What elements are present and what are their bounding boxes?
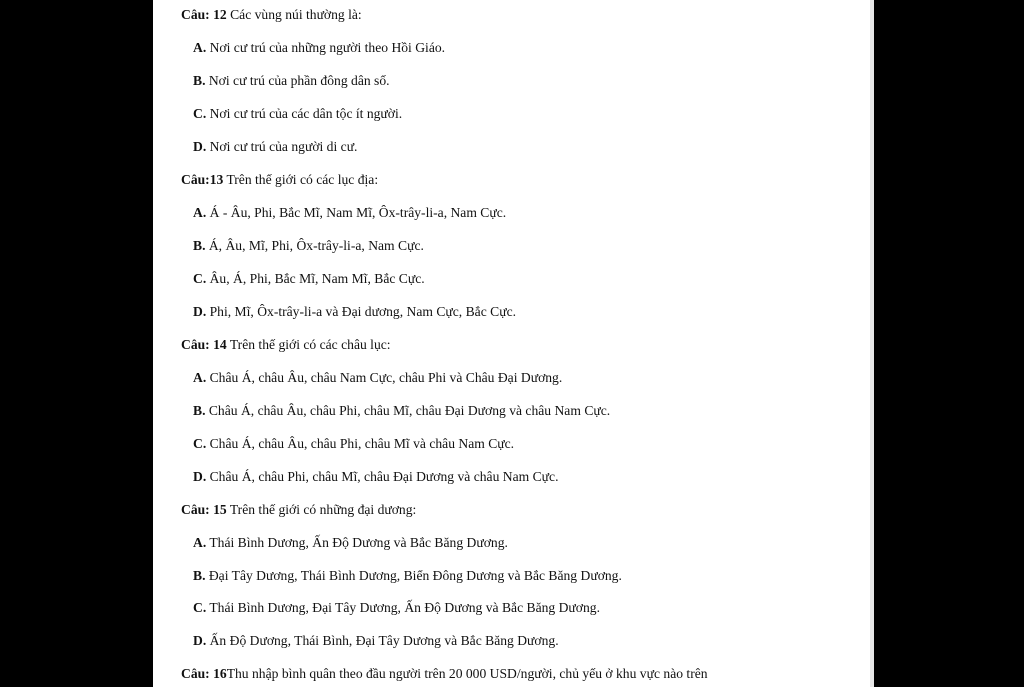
option-letter: A.	[193, 535, 207, 550]
question-12-option-d	[193, 139, 357, 155]
option-text: Ấn Độ Dương, Thái Bình, Đại Tây Dương và Bắc Băng Dương.	[206, 633, 559, 648]
option-text: Nơi cư trú của những người theo Hồi Giáo.	[206, 40, 446, 55]
option-text: Châu Á, châu Âu, châu Phi, châu Mĩ, châu Đại Dương và châu Nam Cực.	[205, 403, 611, 418]
option-letter: B.	[193, 73, 206, 88]
option-text: Thái Bình Dương, Đại Tây Dương, Ấn Độ Dương và Bắc Băng Dương.	[206, 600, 600, 615]
option-text: Nơi cư trú của các dân tộc ít người.	[206, 106, 403, 121]
document-page	[153, 0, 870, 687]
option-letter: B.	[193, 238, 206, 253]
question-12-option-a	[193, 40, 445, 56]
question-13-option-d	[193, 304, 516, 320]
option-text: Âu, Á, Phi, Bắc Mĩ, Nam Mĩ, Bắc Cực.	[206, 271, 425, 286]
question-13-option-a	[193, 205, 506, 221]
option-letter: D.	[193, 633, 207, 648]
page-edge	[870, 0, 874, 687]
option-text: Thái Bình Dương, Ấn Độ Dương và Bắc Băng Dương.	[206, 535, 508, 550]
question-14-option-d	[193, 469, 558, 485]
option-letter: C.	[193, 106, 207, 121]
question-13-option-c	[193, 271, 425, 287]
question-label: Câu: 14	[181, 337, 227, 352]
option-letter: A.	[193, 40, 207, 55]
question-14-option-c	[193, 436, 514, 452]
question-12-option-b	[193, 73, 390, 89]
question-label: Câu:13	[181, 172, 224, 187]
question-15-option-b	[193, 568, 622, 584]
option-text: Á, Âu, Mĩ, Phi, Ôx-trây-li-a, Nam Cực.	[205, 238, 424, 253]
question-14-option-b	[193, 403, 610, 419]
option-letter: D.	[193, 469, 207, 484]
option-text: Châu Á, châu Âu, châu Phi, châu Mĩ và châu Nam Cực.	[206, 436, 515, 451]
option-text: Đại Tây Dương, Thái Bình Dương, Biển Đông Dương và Bắc Băng Dương.	[205, 568, 622, 583]
option-letter: B.	[193, 403, 206, 418]
question-label: Câu: 12	[181, 7, 227, 22]
question-text: Thu nhập bình quân theo đầu người trên 20 000 USD/người, chủ yếu ở khu vực nào trên	[226, 666, 708, 681]
option-text: Nơi cư trú của người di cư.	[206, 139, 358, 154]
option-letter: C.	[193, 600, 207, 615]
option-letter: C.	[193, 271, 207, 286]
question-text: Các vùng núi thường là:	[226, 7, 362, 22]
option-text: Phi, Mĩ, Ôx-trây-li-a và Đại dương, Nam Cực, Bắc Cực.	[206, 304, 517, 319]
option-text: Châu Á, châu Âu, châu Nam Cực, châu Phi và Châu Đại Dương.	[206, 370, 563, 385]
question-14-stem	[181, 337, 391, 353]
option-letter: A.	[193, 370, 207, 385]
question-12-option-c	[193, 106, 402, 122]
question-text: Trên thế giới có các châu lục:	[226, 337, 391, 352]
question-15-stem	[181, 502, 416, 518]
option-text: Nơi cư trú của phần đông dân số.	[205, 73, 390, 88]
question-15-option-a	[193, 535, 508, 551]
option-text: Châu Á, châu Phi, châu Mĩ, châu Đại Dương và châu Nam Cực.	[206, 469, 559, 484]
question-12-stem	[181, 7, 362, 23]
question-15-option-c	[193, 600, 600, 616]
option-letter: A.	[193, 205, 207, 220]
option-letter: D.	[193, 304, 207, 319]
option-letter: C.	[193, 436, 207, 451]
question-label: Câu: 16	[181, 666, 227, 681]
option-letter: B.	[193, 568, 206, 583]
question-text: Trên thế giới có các lục địa:	[223, 172, 379, 187]
question-label: Câu: 15	[181, 502, 227, 517]
question-13-stem	[181, 172, 378, 188]
question-14-option-a	[193, 370, 562, 386]
question-16-stem	[181, 666, 708, 682]
option-letter: D.	[193, 139, 207, 154]
question-15-option-d	[193, 633, 559, 649]
option-text: Á - Âu, Phi, Bắc Mĩ, Nam Mĩ, Ôx-trây-li-a, Nam Cực.	[206, 205, 507, 220]
question-text: Trên thế giới có những đại dương:	[226, 502, 417, 517]
question-13-option-b	[193, 238, 424, 254]
